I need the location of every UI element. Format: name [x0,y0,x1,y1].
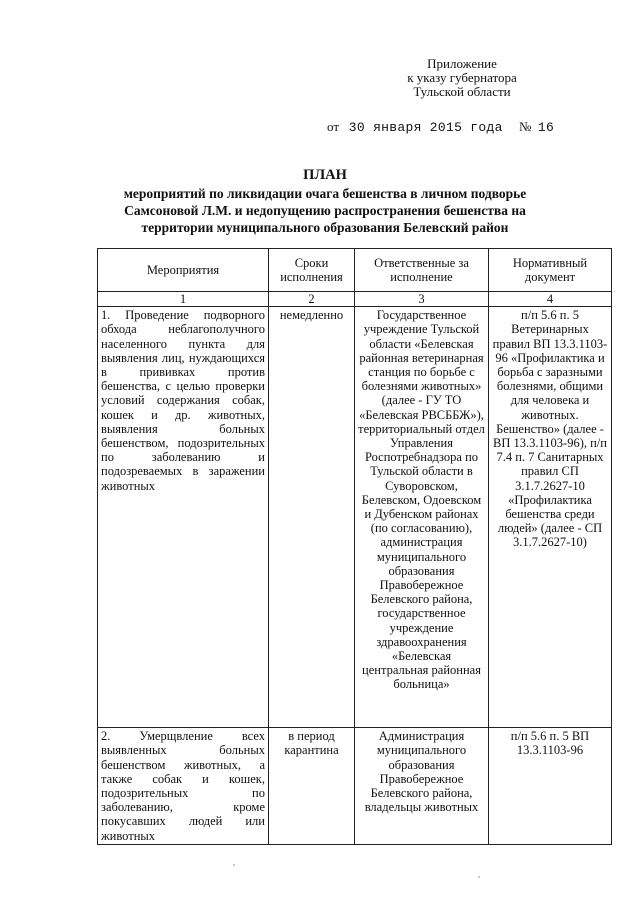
header-deadlines: Сроки исполнения [269,249,355,292]
deadline-cell: в период карантина [269,728,355,845]
document-cell: п/п 5.6 п. 5 ВП 13.3.1103-96 [489,728,612,845]
appendix-line-2: к указу губернатора [407,70,517,85]
scan-speck [478,876,480,878]
column-number: 3 [355,292,489,307]
header-responsible: Ответственные за исполнение [355,249,489,292]
responsible-cell: Государственное учреждение Тульской области «Белевская районная ветеринарная станция по борьбе с болезнями животных» (далее - ГУ ТО «Белевская РВСББЖ»), территориальный отдел Управления Роспотребнадзора по Тульской области в Суворовском, Белевском, Одоевском и Дубенском районах (по согласованию), администрация муниципального образования Правобережное Белевского района, государственное учреждение здравоохранения «Белевская центральная районная больница» [355,307,489,728]
from-label: от [327,119,340,134]
column-number: 4 [489,292,612,307]
decree-date-line [327,119,587,135]
scan-speck [233,864,235,866]
appendix-block [352,57,572,99]
table-header-row [98,249,612,292]
number-label: № [518,119,532,134]
column-number-row [98,292,612,307]
plan-title-line-1: мероприятий по ликвидации очага бешенства в личном подворье [123,186,527,201]
column-number: 1 [98,292,269,307]
decree-number: 16 [537,120,555,135]
table-row [98,728,612,845]
measure-cell: 1. Проведение подворного обхода неблагополучного населенного пункта для выявления лиц, нуждающихся в прививках против бешенства, с целью проверки условий содержания собак, кошек и др. животных, выявления больных бешенством, подозрительных по заболеванию и подозреваемых в заражении животных [98,307,269,728]
column-number: 2 [269,292,355,307]
table-row [98,307,612,728]
appendix-line-3: Тульской области [413,84,511,99]
responsible-cell: Администрация муниципального образования Правобережное Белевского района, владельцы животных [355,728,489,845]
plan-table [97,248,612,845]
measure-cell: 2. Умерщвление всех выявленных больных бешенством животных, а также собак и кошек, подозрительных по заболеванию, кроме покусавших людей или животных [98,728,269,845]
header-document: Нормативный документ [489,249,612,292]
plan-heading: ПЛАН [303,167,347,183]
plan-title [120,167,530,236]
decree-date: 30 января 2015 года [348,120,503,135]
document-cell: п/п 5.6 п. 5 Ветеринарных правил ВП 13.3.1103-96 «Профилактика и борьба с заразными болезнями, общими для человека и животных. Бешенство» (далее - ВП 13.3.1103-96), п/п 7.4 п. 7 Санитарных правил СП 3.1.7.2627-10 «Профилактика бешенства среди людей» (далее - СП 3.1.7.2627-10) [489,307,612,728]
deadline-cell: немедленно [269,307,355,728]
header-measures: Мероприятия [98,249,269,292]
plan-title-line-2: Самсоновой Л.М. и недопущению распространения бешенства на [124,203,526,218]
plan-title-line-3: территории муниципального образования Белевский район [141,220,509,235]
appendix-line-1: Приложение [427,56,497,71]
